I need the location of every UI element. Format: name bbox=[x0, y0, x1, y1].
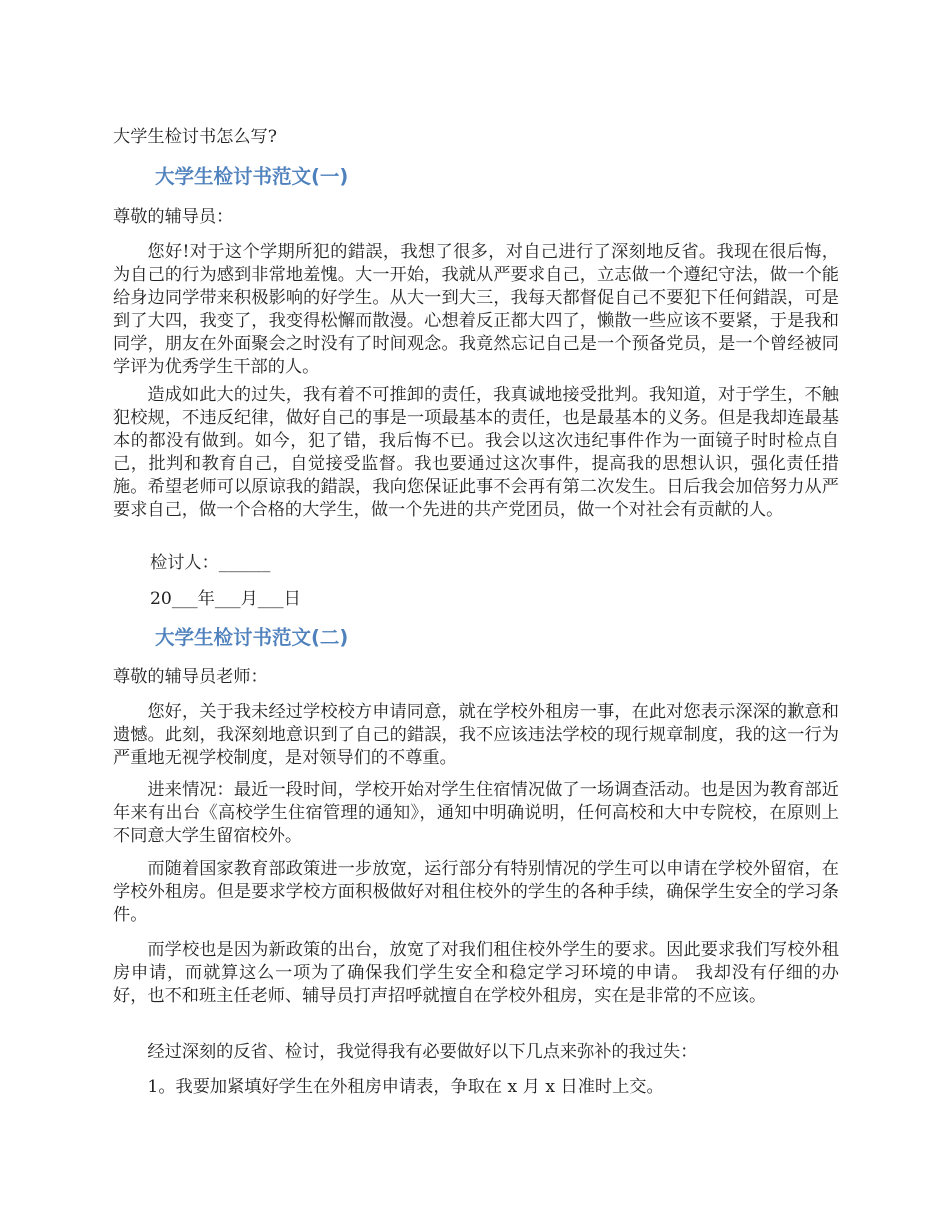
section-2-list-item: 1。我要加紧填好学生在外租房申请表，争取在 x 月 x 日准时上交。 bbox=[147, 1077, 664, 1097]
section-1-heading: 大学生检讨书范文(一) bbox=[155, 165, 349, 188]
section-2-paragraph: 而随着国家教育部政策进一步放宽，运行部分有特别情况的学生可以申请在学校外留宿，在学校外租房。但是要求学校方面积极做好对租住校外的学生的各种手续，确保学生安全的学习条件。 bbox=[113, 859, 839, 925]
section-2-paragraph: 您好，关于我未经过学校校方申请同意，就在学校外租房一事，在此对您表示深深的歉意和遗憾。此刻，我深刻地意识到了自己的錯誤，我不应该违法学校的现行规章制度，我的这一行为严重地无视学校制度，是对领导们的不尊重。 bbox=[113, 702, 839, 768]
section-1-paragraph: 您好!对于这个学期所犯的錯誤，我想了很多，对自己进行了深刻地反省。我现在很后悔，为自己的行为感到非常地羞愧。大一开始，我就从严要求自己，立志做一个遵纪守法，做一个能给身边同学带来积极影响的好学生。从大一到大三，我每天都督促自己不要犯下任何錯誤，可是到了大四，我变了，我变得松懈而散漫。心想着反正都大四了，懒散一些应该不要紧，于是我和同学，朋友在外面聚会之时没有了时间观念。我竟然忘记自己是一个预备党员，是一个曾经被同学评为优秀学生干部的人。 bbox=[113, 242, 839, 377]
section-2-salutation: 尊敬的辅导员老师： bbox=[113, 667, 268, 687]
document-intro: 大学生检讨书怎么写? bbox=[113, 127, 277, 147]
section-2-paragraph: 进来情况：最近一段时间，学校开始对学生住宿情况做了一场调查活动。也是因为教育部近年来有出台《高校学生住宿管理的通知》，通知中明确说明，任何高校和大中专院校，在原则上不同意大学生留宿校外。 bbox=[113, 780, 839, 846]
date-line: 20___年___月___日 bbox=[150, 589, 301, 609]
section-1-paragraph: 造成如此大的过失，我有着不可推卸的责任，我真诚地接受批判。我知道，对于学生，不触犯校规，不违反纪律，做好自己的事是一项最基本的责任，也是最基本的义务。但是我却连最基本的都没有做到。如今，犯了错，我后悔不已。我会以这次违纪事件作为一面镜子时时检点自己，批判和教育自己，自觉接受监督。我也要通过这次事件，提高我的思想认识，强化责任措施。希望老师可以原谅我的錯誤，我向您保证此事不会再有第二次发生。日后我会加倍努力从严要求自己，做一个合格的大学生，做一个先进的共产党团员，做一个对社会有贡献的人。 bbox=[113, 385, 839, 520]
section-2-heading: 大学生检讨书范文(二) bbox=[155, 626, 349, 649]
section-2-paragraph: 经过深刻的反省、检讨，我觉得我有必要做好以下几点来弥补的我过失： bbox=[147, 1042, 698, 1062]
section-2-paragraph: 而学校也是因为新政策的出台，放宽了对我们租住校外学生的要求。因此要求我们写校外租房申请，而就算这么一项为了确保我们学生安全和稳定学习环境的申请。 我却没有仔细的办好，也不和班主任老师、辅导员打声招呼就擅自在学校外租房，实在是非常的不应该。 bbox=[113, 940, 839, 1006]
signature-line: 检讨人：______ bbox=[150, 553, 271, 573]
section-1-salutation: 尊敬的辅导员： bbox=[113, 207, 234, 227]
